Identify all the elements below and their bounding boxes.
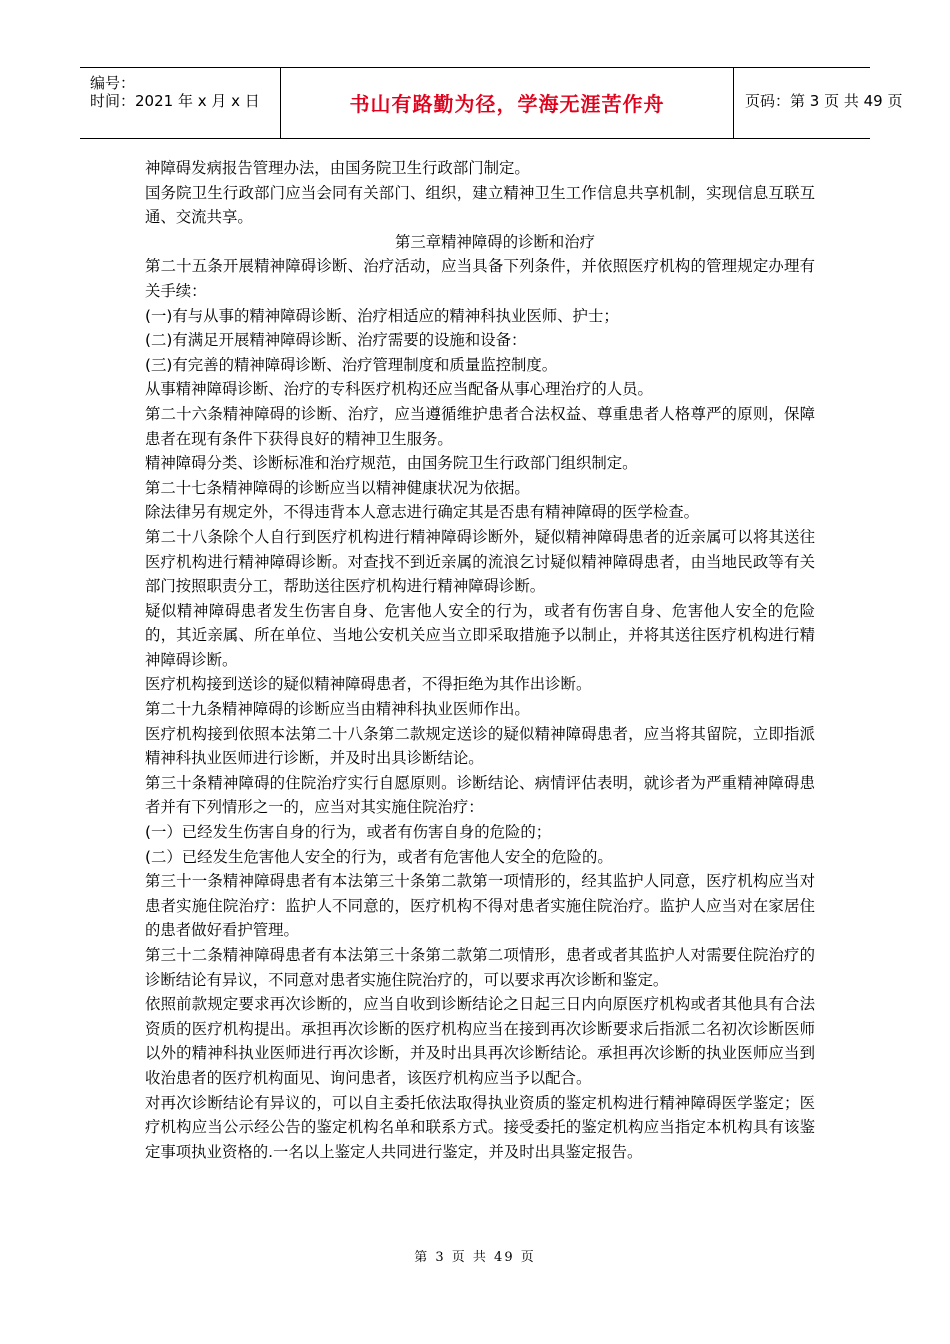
chapter-heading: 第三章精神障碍的诊断和治疗: [394, 232, 596, 251]
paragraph: 除法律另有规定外，不得违背本人意志进行确定其是否患有精神障碍的医学检查。: [145, 503, 700, 522]
paragraph: 第二十七条精神障碍的诊断应当以精神健康状况为依据。: [145, 478, 530, 497]
paragraph: 第二十九条精神障碍的诊断应当由精神科执业医师作出。: [145, 700, 530, 719]
document-date: 时间：2021 年 x 月 x 日: [90, 92, 260, 110]
paragraph: 对再次诊断结论有异议的，可以自主委托依法取得执业资质的鉴定机构进行精神障碍医学鉴定；医疗机构应当公示经公告的鉴定机构名单和联系方式。接受委托的鉴定机构应当指定本机构具有该鉴定事项执业资格的.一名以上鉴定人共同进行鉴定，并及时出具鉴定报告。: [145, 1093, 815, 1161]
paragraph: 国务院卫生行政部门应当会同有关部门、组织，建立精神卫生工作信息共享机制，实现信息互联互通、交流共享。: [145, 183, 815, 227]
paragraph: 疑似精神障碍患者发生伤害自身、危害他人安全的行为，或者有伤害自身、危害他人安全的危险的，其近亲属、所在单位、当地公安机关应当立即采取措施予以制止，并将其送往医疗机构进行精神障碍诊断。: [145, 601, 815, 669]
document-body: [145, 156, 815, 1164]
paragraph: (二)有满足开展精神障碍诊断、治疗需要的设施和设备：: [145, 331, 527, 350]
header-meta: [80, 68, 280, 138]
paragraph: 精神障碍分类、诊断标准和治疗规范，由国务院卫生行政部门组织制定。: [145, 454, 638, 473]
paragraph: 医疗机构接到送诊的疑似精神障碍患者，不得拒绝为其作出诊断。: [145, 675, 592, 694]
paragraph: (一)有与从事的精神障碍诊断、治疗相适应的精神科执业医师、护士；: [145, 306, 619, 325]
document-number-label: 编号：: [90, 74, 136, 92]
paragraph: (二）已经发生危害他人安全的行为，或者有危害他人安全的危险的。: [145, 847, 613, 866]
paragraph: 依照前款规定要求再次诊断的，应当自收到诊断结论之日起三日内向原医疗机构或者其他具有合法资质的医疗机构提出。承担再次诊断的医疗机构应当在接到再次诊断要求后指派二名初次诊断医师以外的精神科执业医师进行再次诊断，并及时出具再次诊断结论。承担再次诊断的执业医师应当到收治患者的医疗机构面见、询问患者，该医疗机构应当予以配合。: [145, 995, 815, 1087]
paragraph: 医疗机构接到依照本法第二十八条第二款规定送诊的疑似精神障碍患者，应当将其留院，立即指派精神科执业医师进行诊断，并及时出具诊断结论。: [145, 724, 815, 768]
paragraph: 第三十一条精神障碍患者有本法第三十条第二款第一项情形的，经其监护人同意，医疗机构应当对患者实施住院治疗：监护人不同意的，医疗机构不得对患者实施住院治疗。监护人应当对在家居住的患者做好看护管理。: [145, 872, 815, 940]
header-motto-cell: [280, 68, 734, 138]
page-header: [80, 67, 903, 139]
paragraph: (一）已经发生伤害自身的行为，或者有伤害自身的危险的；: [145, 823, 552, 842]
paragraph: 第二十五条开展精神障碍诊断、治疗活动，应当具备下列条件，并依照医疗机构的管理规定办理有关手续：: [145, 257, 815, 300]
paragraph: 第三十二条精神障碍患者有本法第三十条第二款第二项情形，患者或者其监护人对需要住院治疗的诊断结论有异议，不同意对患者实施住院治疗的，可以要求再次诊断和鉴定。: [145, 946, 815, 989]
header-page-cell: [733, 68, 903, 138]
paragraph: 神障碍发病报告管理办法，由国务院卫生行政部门制定。: [145, 159, 530, 177]
paragraph: 从事精神障碍诊断、治疗的专科医疗机构还应当配备从事心理治疗的人员。: [145, 380, 653, 399]
header-page-info: 页码：第 3 页 共 49 页: [745, 92, 903, 110]
paragraph: 第二十八条除个人自行到医疗机构进行精神障碍诊断外，疑似精神障碍患者的近亲属可以将其送往医疗机构进行精神障碍诊断。对查找不到近亲属的流浪乞讨疑似精神障碍患者，由当地民政等有关部门按照职责分工，帮助送往医疗机构进行精神障碍诊断。: [145, 527, 815, 596]
paragraph: 第二十六条精神障碍的诊断、治疗，应当遵循维护患者合法权益、尊重患者人格尊严的原则，保障患者在现有条件下获得良好的精神卫生服务。: [145, 404, 815, 448]
paragraph: 第三十条精神障碍的住院治疗实行自愿原则。诊断结论、病情评估表明，就诊者为严重精神障碍患者并有下列情形之一的，应当对其实施住院治疗：: [145, 773, 815, 817]
paragraph: (三)有完善的精神障碍诊断、治疗管理制度和质量监控制度。: [145, 355, 558, 374]
motto: 书山有路勤为径，学海无涯苦作舟: [349, 92, 665, 116]
page-footer: 第 3 页 共 49 页: [414, 1250, 536, 1265]
